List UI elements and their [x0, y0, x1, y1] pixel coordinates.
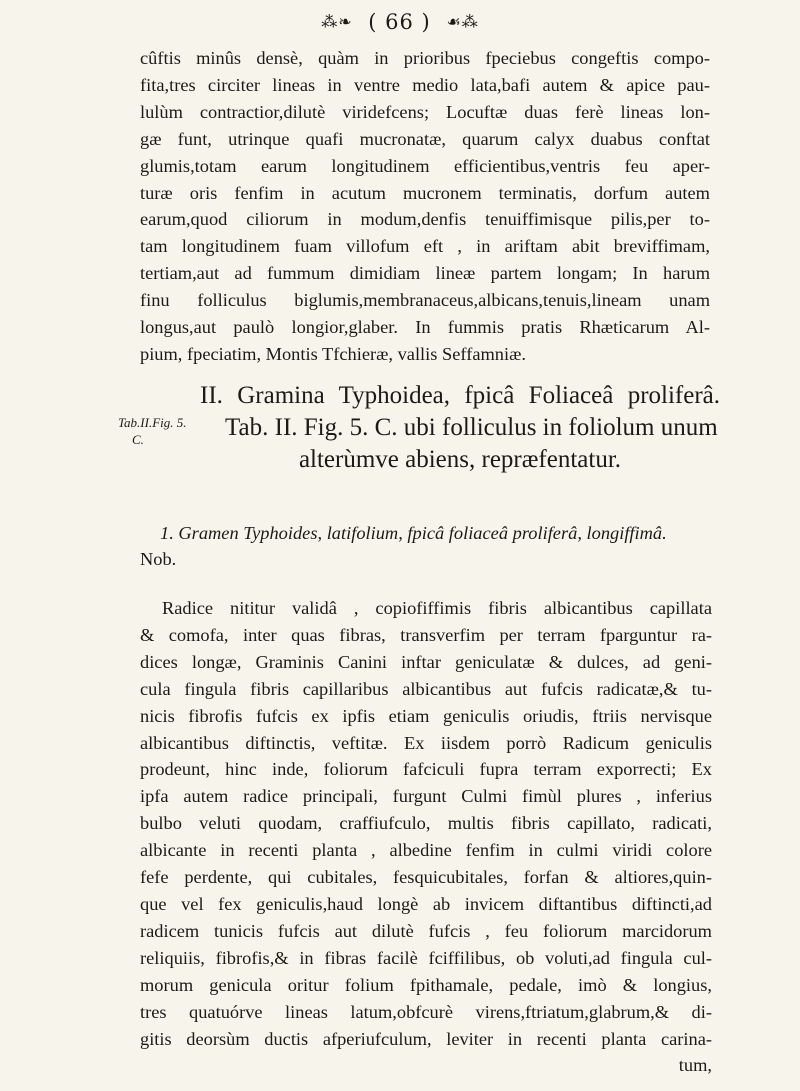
- text-line: lulùm contractior,dilutè viridefcens; Locuftæ duas ferè lineas lon-: [140, 101, 710, 122]
- margin-note-line: C.: [132, 432, 144, 447]
- text-line: ipfa autem radice principali, furgunt Culmi fimùl plures , inferius: [140, 786, 712, 807]
- margin-note: [118, 414, 198, 448]
- text-line: fita,tres circiter lineas in ventre medio lata,bafi autem & apice pau-: [140, 74, 710, 95]
- text-line: gitis deorsùm ductis afperiufculum, leviter in recenti planta carina-: [140, 1028, 712, 1049]
- text-line: pium, fpeciatim, Montis Tfchieræ, vallis Seffamniæ.: [140, 343, 526, 364]
- text-line: tertiam,aut ad fummum dimidiam lineæ partem longam; In harum: [140, 263, 710, 284]
- section-subtitle-continued: alterùmve abiens, repræfentatur.: [298, 446, 622, 473]
- paragraph-continued: [140, 45, 710, 368]
- text-line: bulbo veluti quodam, craffiufculo, multis fibris capillato, radicati,: [140, 813, 712, 834]
- page-header: [0, 8, 800, 34]
- text-line: turæ oris fenfim in acutum mucronem terminatis, dorfum autem: [140, 182, 710, 203]
- ornament-left-icon: ⁂❧: [321, 12, 353, 31]
- text-line: cula fingula fibris capillaribus albicantibus aut fufcis radicatæ,& tu-: [140, 678, 712, 699]
- text-line: Radice nititur validâ , copiofiffimis fibris albicantibus capillata: [162, 598, 712, 618]
- section-subtitle: Tab. II. Fig. 5. C. ubi folliculus in foliolum unum: [225, 414, 718, 441]
- text-line: fefe perdente, qui cubitales, fesquicubitales, forfan & altiores,quin-: [140, 867, 712, 888]
- text-line: earum,quod ciliorum in modum,denfis tenuiffimisque pilis,per to-: [140, 209, 710, 230]
- page-number: ( 66 ): [368, 9, 431, 34]
- text-line: reliquiis, fibrofis,& in fibras facilè fciffilibus, ob voluti,ad fingula cul-: [140, 947, 712, 968]
- text-line: morum genicula oritur folium fpithamale, pedale, imò & longius,: [140, 974, 712, 995]
- text-line: nicis fibrofis fufcis ex ipfis etiam geniculis oriudis, ftriis nervisque: [140, 705, 712, 726]
- section-title: II. Gramina Typhoidea, fpicâ Foliaceâ proliferâ.: [200, 382, 720, 409]
- text-line: dices longæ, Graminis Canini inftar geniculatæ & dulces, ad geni-: [140, 651, 712, 672]
- text-line: que vel fex geniculis,haud longè ab invicem diftantibus diftincti,ad: [140, 893, 712, 914]
- text-line: finu folliculus biglumis,membranaceus,albicans,tenuis,lineam unam: [140, 290, 710, 311]
- text-line: gæ funt, utrinque quafi mucronatæ, quarum calyx duabus conftat: [140, 128, 710, 149]
- description-paragraph: [140, 595, 712, 1079]
- species-entry: [140, 520, 715, 572]
- text-line: glumis,totam earum longitudinem efficientibus,ventris feu aper-: [140, 155, 710, 176]
- text-line: prodeunt, hinc inde, foliorum fafciculi fupra terram exporrecti; Ex: [140, 759, 712, 780]
- section-heading: [200, 380, 720, 476]
- species-name: 1. Gramen Typhoides, latifolium, fpicâ foliaceâ proliferâ, longiffimâ.: [160, 523, 667, 543]
- species-author: Nob.: [140, 549, 177, 569]
- text-line: cûftis minûs densè, quàm in prioribus fpeciebus congeftis compo-: [140, 48, 710, 68]
- text-line: tum,: [678, 1055, 712, 1076]
- text-line: longus,aut paulò longior,glaber. In fummis pratis Rhæticarum Al-: [140, 317, 710, 338]
- ornament-right-icon: ☙⁂: [446, 12, 479, 31]
- text-line: radicem tunicis fufcis aut dilutè fufcis , feu foliorum marcidorum: [140, 920, 712, 941]
- text-line: tres quatuórve lineas latum,obfcurè virens,ftriatum,glabrum,& di-: [140, 1001, 712, 1022]
- text-line: & comofa, inter quas fibras, transverfim per terram fparguntur ra-: [140, 624, 712, 645]
- text-line: albicante in recenti planta , albedine fenfim in culmi viridi colore: [140, 840, 712, 861]
- margin-note-line: Tab.II.Fig. 5.: [118, 415, 187, 430]
- text-line: albicantibus diftinctis, veftitæ. Ex iisdem porrò Radicum geniculis: [140, 732, 712, 753]
- text-line: tam longitudinem fuam villofum eft , in ariftam abit breviffimam,: [140, 236, 710, 257]
